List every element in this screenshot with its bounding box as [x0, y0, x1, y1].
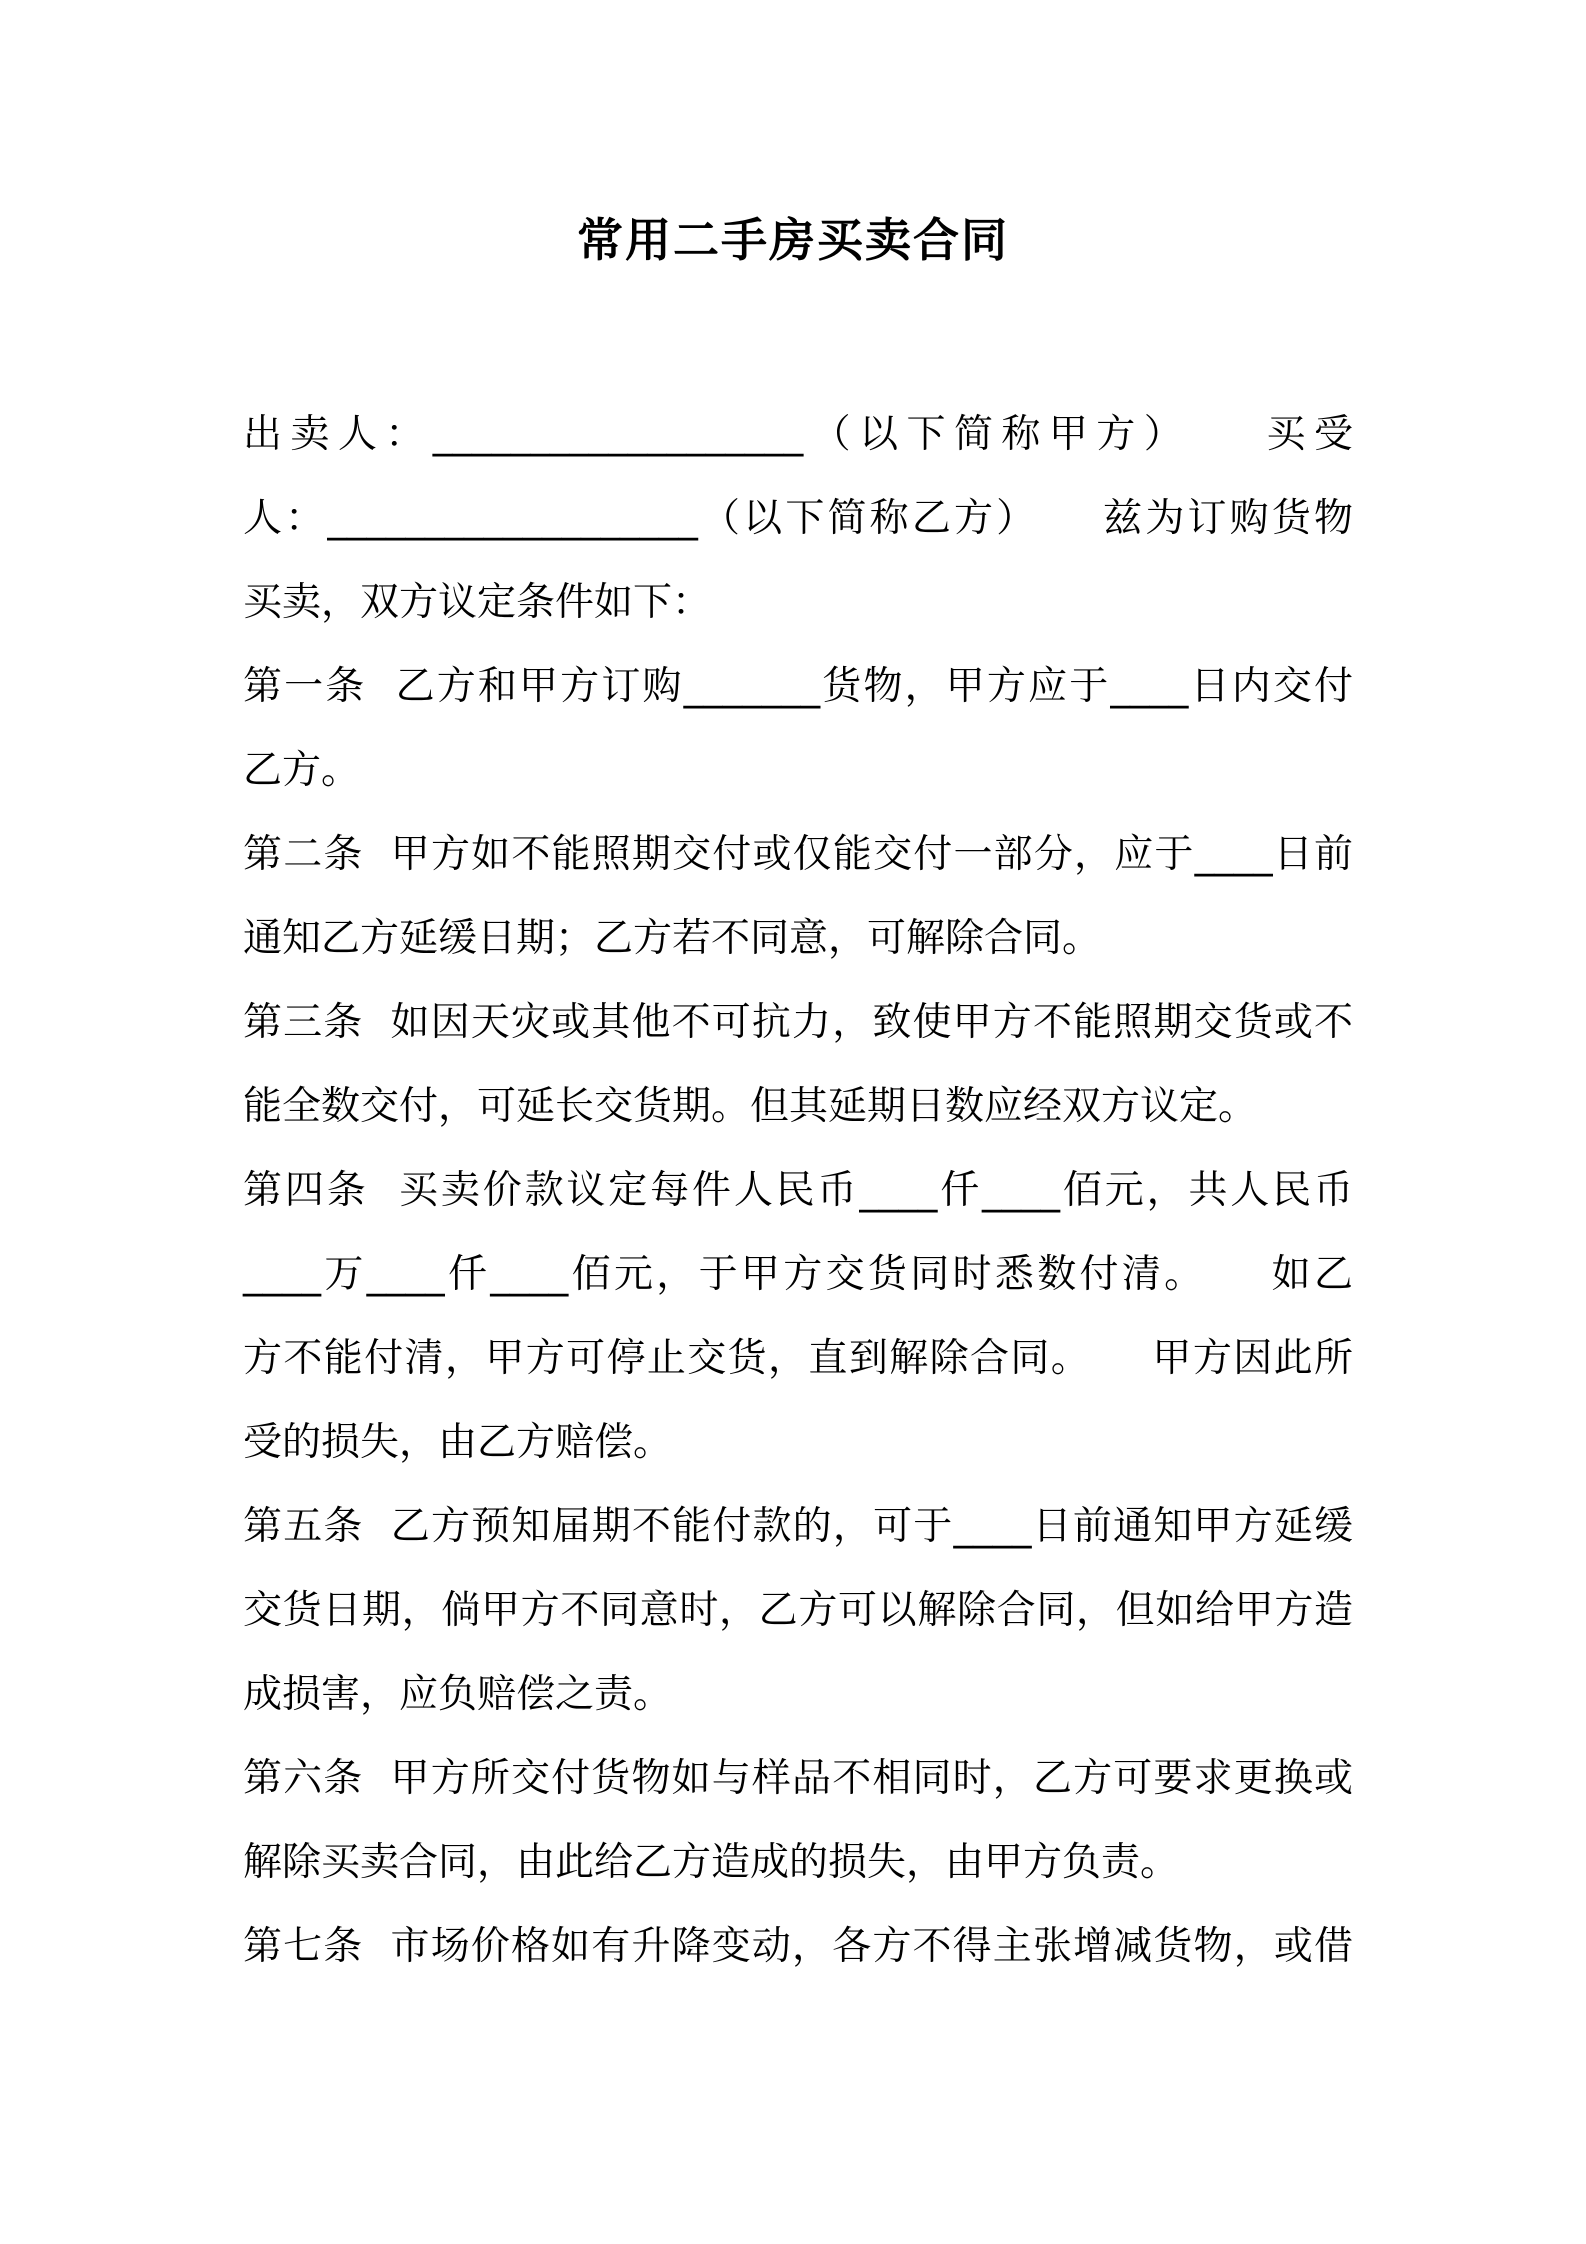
clause-7-line-1: 第七条 市场价格如有升降变动，各方不得主张增减货物，或借: [243, 1924, 1353, 1969]
document-title: 常用二手房买卖合同: [577, 213, 1009, 267]
clause-5-line-2: 交货日期，倘甲方不同意时，乙方可以解除合同，但如给甲方造: [243, 1588, 1353, 1633]
clause-4-line-4: 受的损失，由乙方赔偿。: [243, 1420, 673, 1465]
clause-4-line-2: ____万____仟____佰元，于甲方交货同时悉数付清。 如乙: [243, 1252, 1353, 1297]
clause-4-line-1: 第四条 买卖价款议定每件人民币____仟____佰元，共人民币: [243, 1168, 1353, 1213]
paragraph-line-seller: 出卖人：___________________（以下简称甲方） 买受: [243, 412, 1353, 457]
paragraph-line-intro-end: 买卖，双方议定条件如下：: [243, 580, 712, 625]
clause-4-line-3: 方不能付清，甲方可停止交货，直到解除合同。 甲方因此所: [243, 1336, 1353, 1381]
clause-2-line-2: 通知乙方延缓日期；乙方若不同意，可解除合同。: [243, 916, 1102, 961]
clause-2-line-1: 第二条 甲方如不能照期交付或仅能交付一部分，应于____日前: [243, 832, 1353, 877]
clause-5-line-3: 成损害，应负赔偿之责。: [243, 1672, 673, 1717]
clause-5-line-1: 第五条 乙方预知届期不能付款的，可于____日前通知甲方延缓: [243, 1504, 1353, 1549]
clause-3-line-2: 能全数交付，可延长交货期。但其延期日数应经双方议定。: [243, 1084, 1258, 1129]
clause-3-line-1: 第三条 如因天灾或其他不可抗力，致使甲方不能照期交货或不: [243, 1000, 1353, 1045]
clause-6-line-1: 第六条 甲方所交付货物如与样品不相同时，乙方可要求更换或: [243, 1756, 1353, 1801]
clause-1-line-2: 乙方。: [243, 748, 361, 793]
paragraph-line-buyer: 人：___________________（以下简称乙方） 兹为订购货物: [243, 496, 1353, 541]
clause-6-line-2: 解除买卖合同，由此给乙方造成的损失，由甲方负责。: [243, 1840, 1180, 1885]
clause-1-line-1: 第一条 乙方和甲方订购_______货物，甲方应于____日内交付: [243, 664, 1353, 709]
